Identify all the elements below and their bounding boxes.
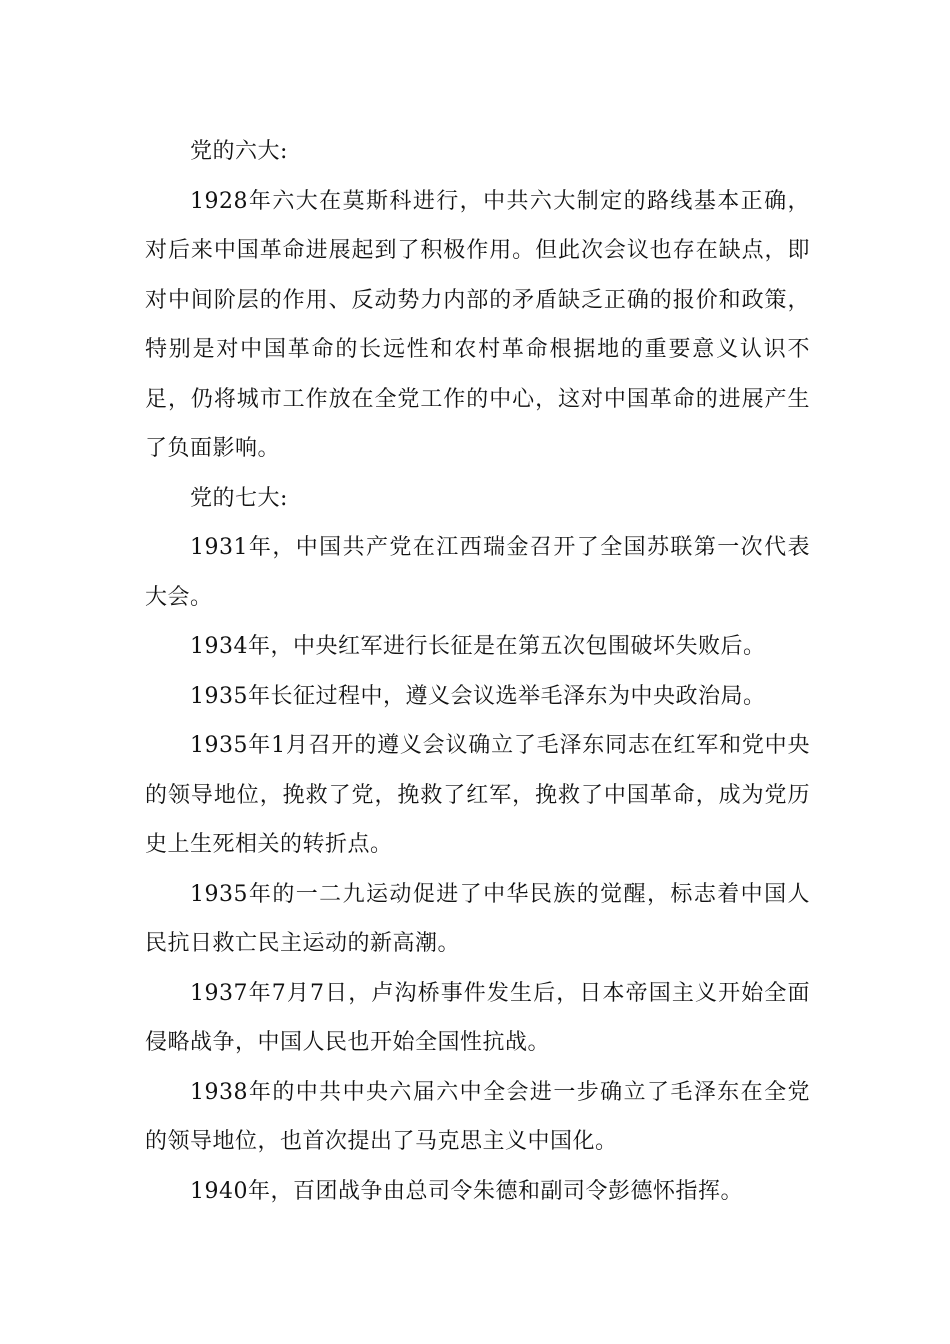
paragraph-1935-129-movement: 1935年的一二九运动促进了中华民族的觉醒，标志着中国人民抗日救亡民主运动的新高潮。 [145,881,810,956]
document-body [145,127,810,1216]
paragraph-1940: 1940年，百团战争由总司令朱德和副司令彭德怀指挥。 [190,1178,743,1204]
paragraph-1935-zunyi: 1935年1月召开的遵义会议确立了毛泽东同志在红军和党中央的领导地位，挽救了党，挽救了红军，挽救了中国革命，成为党历史上生死相关的转折点。 [145,733,810,857]
paragraph-1935-long-march: 1935年长征过程中，遵义会议选举毛泽东为中央政治局。 [190,683,766,709]
paragraph-1938: 1938年的中共中央六届六中全会进一步确立了毛泽东在全党的领导地位，也首次提出了马克思主义中国化。 [145,1079,810,1154]
paragraph-1934: 1934年，中央红军进行长征是在第五次包围破坏失败后。 [190,634,766,659]
paragraph-1931: 1931年，中国共产党在江西瑞金召开了全国苏联第一次代表大会。 [145,535,810,610]
paragraph-sixth-congress-1928: 1928年六大在莫斯科进行，中共六大制定的路线基本正确，对后来中国革命进展起到了积极作用。但此次会议也存在缺点，即对中间阶层的作用、反动势力内部的矛盾缺乏正确的报价和政策，特别是对中国革命的长远性和农村革命根据地的重要意义认识不足，仍将城市工作放在全党工作的中心，这对中国革命的进展产生了负面影响。 [145,188,810,461]
paragraph-1937: 1937年7月7日，卢沟桥事件发生后，日本帝国主义开始全面侵略战争，中国人民也开始全国性抗战。 [145,980,810,1055]
paragraph-heading-seventh-congress: 党的七大: [190,485,288,511]
paragraph-heading-sixth-congress: 党的六大: [190,139,288,164]
